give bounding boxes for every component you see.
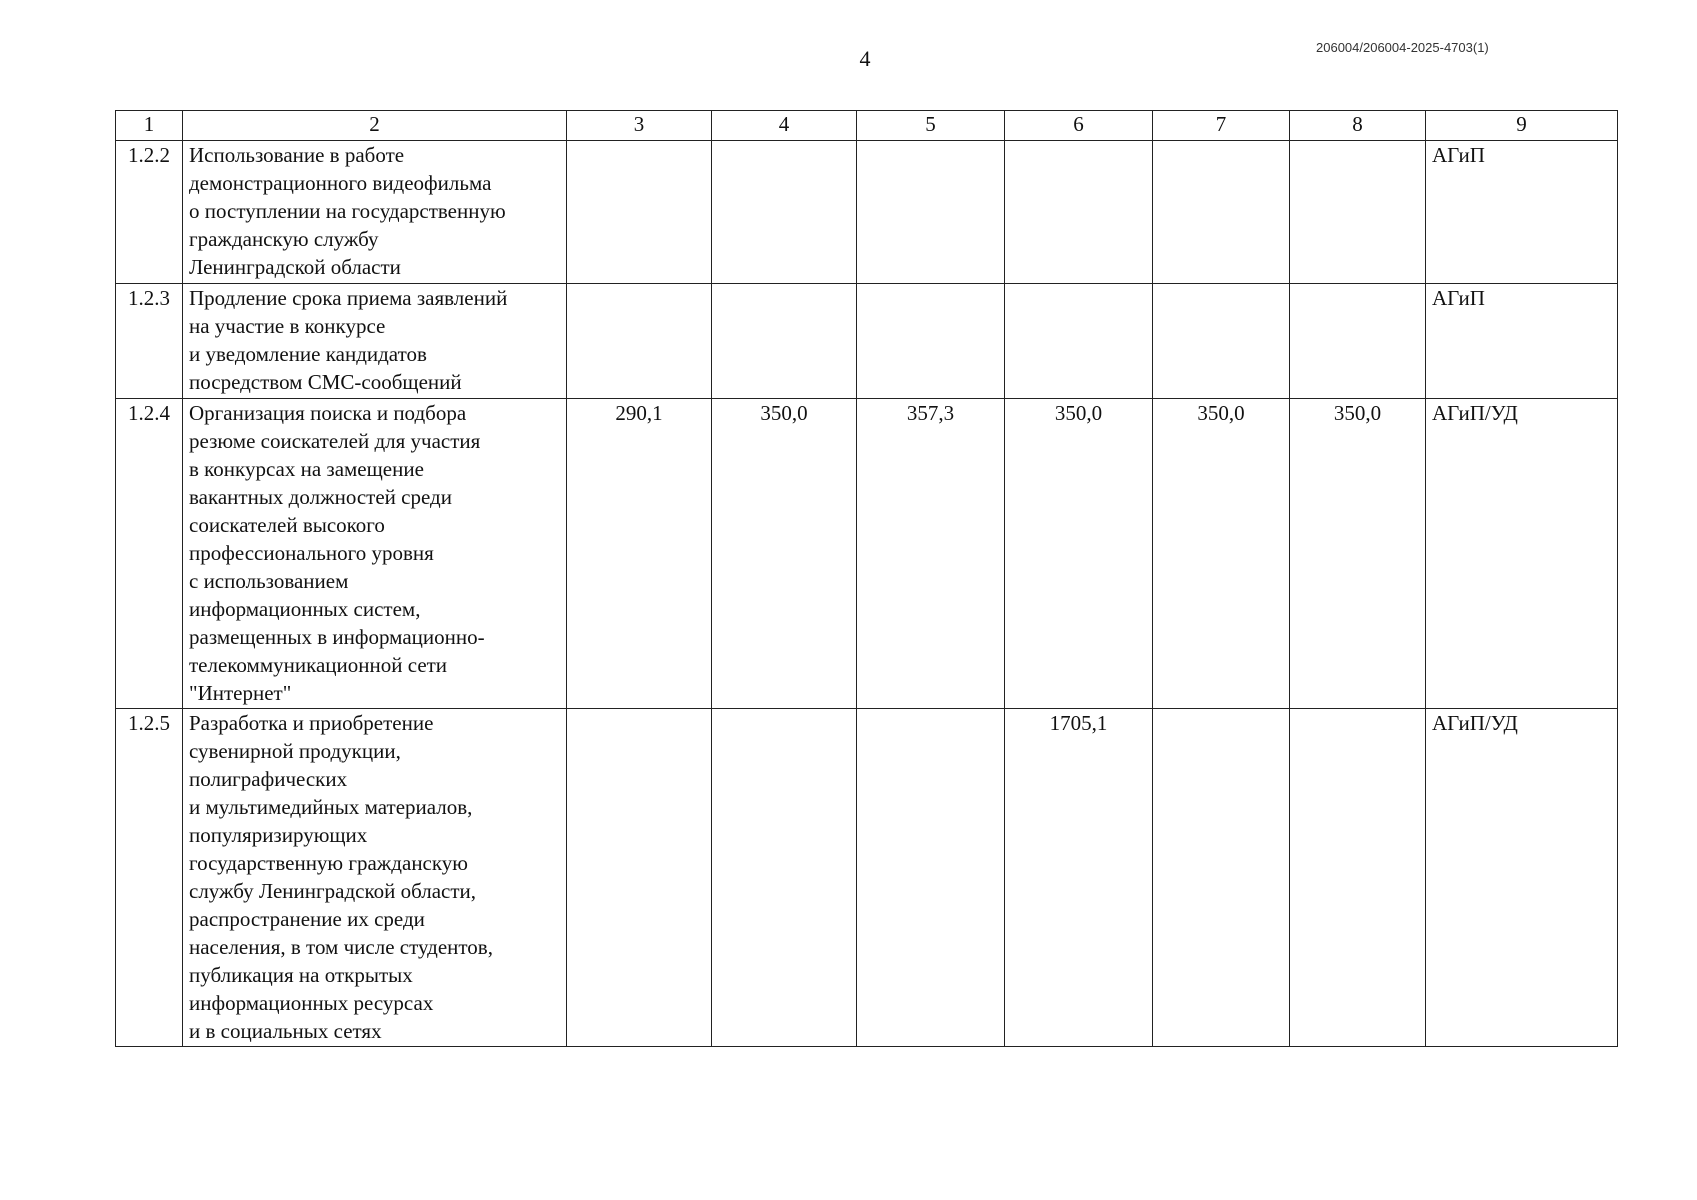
row-title-line: Продление срока приема заявлений	[189, 286, 508, 310]
row-title-line: и уведомление кандидатов	[189, 342, 427, 366]
column-header-9: 9	[1426, 111, 1618, 141]
value-col-4	[712, 709, 857, 1047]
row-title-line: популяризирующих	[189, 823, 368, 847]
row-title-line: Ленинградской области	[189, 255, 401, 279]
row-title-line: Организация поиска и подбора	[189, 401, 467, 425]
executor: АГиП	[1426, 141, 1618, 284]
value-col-3	[567, 709, 712, 1047]
value-col-4: 350,0	[712, 399, 857, 709]
row-code: 1.2.2	[116, 141, 183, 284]
column-header-2: 2	[183, 111, 567, 141]
row-title-line: сувенирной продукции,	[189, 739, 401, 763]
column-header-6: 6	[1005, 111, 1153, 141]
row-code: 1.2.4	[116, 399, 183, 709]
column-header-5: 5	[857, 111, 1005, 141]
row-title-line: резюме соискателей для участия	[189, 429, 481, 453]
value-col-6: 1705,1	[1005, 709, 1153, 1047]
row-title-line: Использование в работе	[189, 143, 405, 167]
row-title-line: распространение их среди	[189, 907, 425, 931]
column-number-row	[116, 111, 1618, 141]
value-col-6	[1005, 284, 1153, 399]
table-row	[116, 709, 1618, 1047]
column-header-3: 3	[567, 111, 712, 141]
column-header-1: 1	[116, 111, 183, 141]
value-col-3	[567, 284, 712, 399]
row-title-line: публикация на открытых	[189, 963, 413, 987]
row-code: 1.2.5	[116, 709, 183, 1047]
row-title-line: на участие в конкурсе	[189, 314, 386, 338]
value-col-4	[712, 141, 857, 284]
value-col-3	[567, 141, 712, 284]
row-title-line: размещенных в информационно-	[189, 625, 485, 649]
row-title-line: полиграфических	[189, 767, 348, 791]
row-title-line: и в социальных сетях	[189, 1019, 382, 1043]
page-number: 4	[859, 46, 871, 71]
value-col-8	[1290, 141, 1426, 284]
table-row	[116, 141, 1618, 284]
activity-table	[115, 110, 1618, 1047]
value-col-8: 350,0	[1290, 399, 1426, 709]
row-title-line: вакантных должностей среди	[189, 485, 452, 509]
row-title-line: в конкурсах на замещение	[189, 457, 424, 481]
row-title	[183, 399, 567, 709]
row-title-line: информационных ресурсах	[189, 991, 434, 1015]
row-title-line: гражданскую службу	[189, 227, 379, 251]
row-code: 1.2.3	[116, 284, 183, 399]
value-col-3: 290,1	[567, 399, 712, 709]
table-row	[116, 399, 1618, 709]
value-col-7: 350,0	[1153, 399, 1290, 709]
row-title-line: с использованием	[189, 569, 349, 593]
value-col-7	[1153, 284, 1290, 399]
value-col-6: 350,0	[1005, 399, 1153, 709]
row-title-line: информационных систем,	[189, 597, 421, 621]
document-id: 206004/206004-2025-4703(1)	[1316, 40, 1489, 55]
value-col-5: 357,3	[857, 399, 1005, 709]
value-col-8	[1290, 709, 1426, 1047]
column-header-4: 4	[712, 111, 857, 141]
row-title-line: профессионального уровня	[189, 541, 434, 565]
value-col-5	[857, 284, 1005, 399]
row-title-line: соискателей высокого	[189, 513, 385, 537]
row-title-line: населения, в том числе студентов,	[189, 935, 493, 959]
value-col-7	[1153, 141, 1290, 284]
value-col-7	[1153, 709, 1290, 1047]
value-col-4	[712, 284, 857, 399]
row-title-line: телекоммуникационной сети	[189, 653, 448, 677]
row-title-line: государственную гражданскую	[189, 851, 468, 875]
row-title	[183, 284, 567, 399]
executor: АГиП	[1426, 284, 1618, 399]
row-title-line: посредством СМС-сообщений	[189, 370, 462, 394]
row-title-line: и мультимедийных материалов,	[189, 795, 473, 819]
row-title	[183, 709, 567, 1047]
row-title-line: Разработка и приобретение	[189, 711, 434, 735]
row-title	[183, 141, 567, 284]
value-col-6	[1005, 141, 1153, 284]
value-col-5	[857, 141, 1005, 284]
column-header-7: 7	[1153, 111, 1290, 141]
row-title-line: демонстрационного видеофильма	[189, 171, 492, 195]
column-header-8: 8	[1290, 111, 1426, 141]
executor: АГиП/УД	[1426, 709, 1618, 1047]
value-col-5	[857, 709, 1005, 1047]
executor: АГиП/УД	[1426, 399, 1618, 709]
value-col-8	[1290, 284, 1426, 399]
row-title-line: службу Ленинградской области,	[189, 879, 477, 903]
table-row	[116, 284, 1618, 399]
row-title-line: о поступлении на государственную	[189, 199, 506, 223]
row-title-line: "Интернет"	[189, 681, 292, 705]
